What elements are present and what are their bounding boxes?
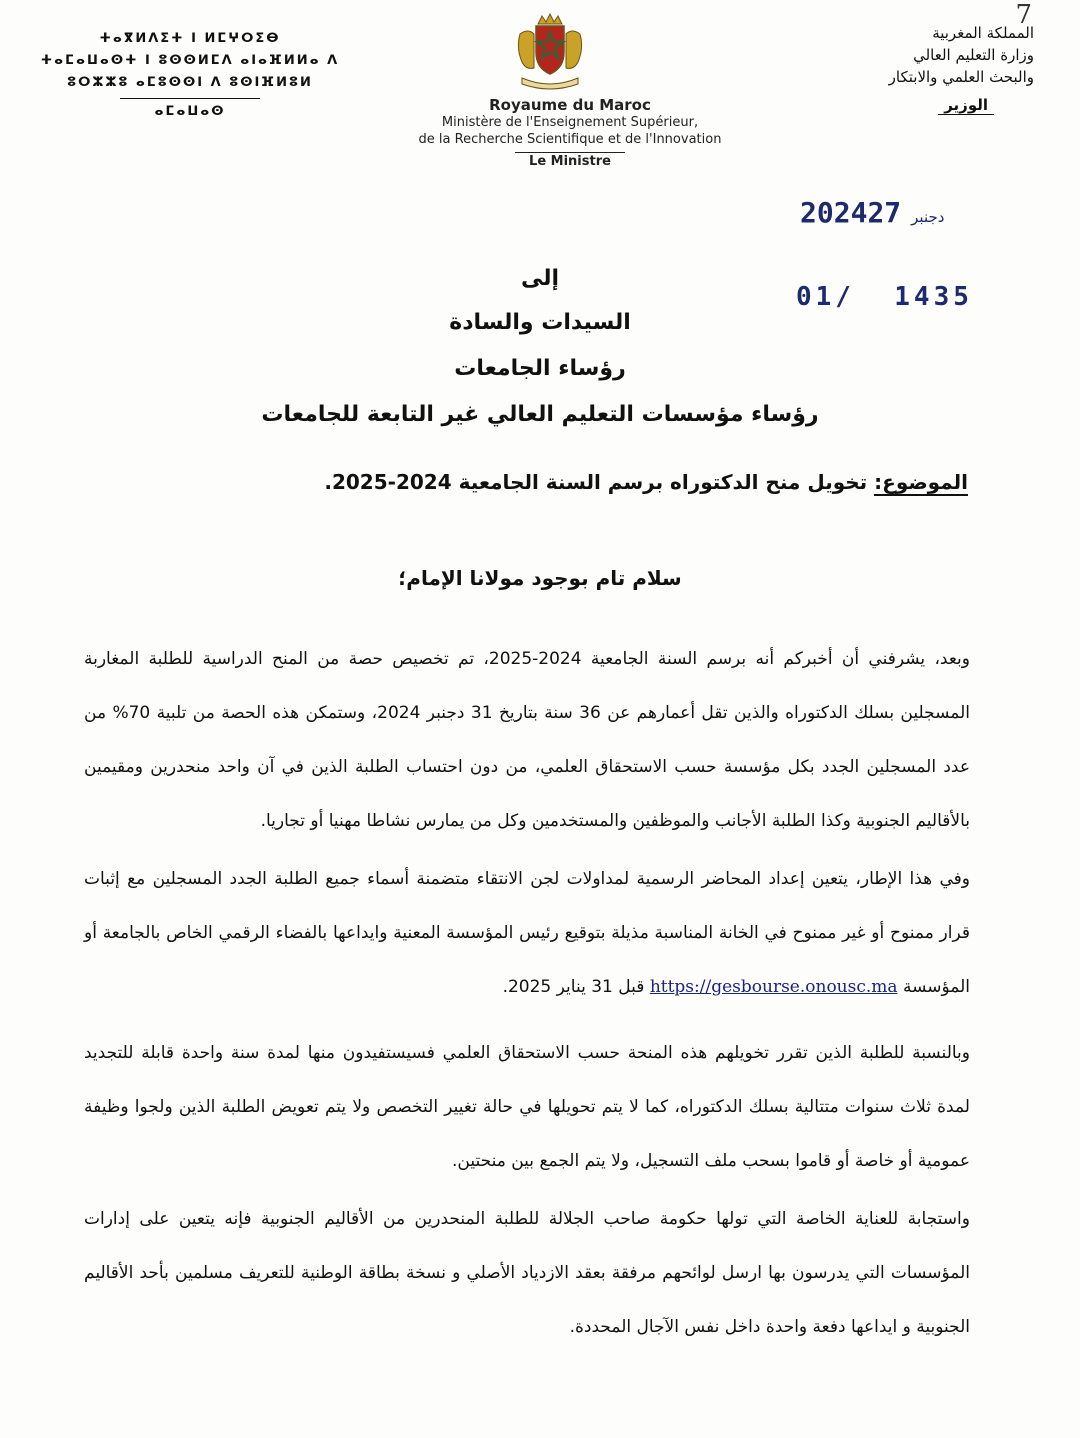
arabic-header-line: وزارة التعليم العالي [913,46,1034,64]
tifinagh-line: ⵜⴰⴳⵍⴷⵉⵜ ⵏ ⵍⵎⵖⵔⵉⴱ [99,31,281,46]
arabic-header [794,22,1034,116]
addressee-line-1: السيدات والسادة [449,310,631,335]
header-divider [120,98,260,99]
tifinagh-line: ⵜⴰⵎⴰⵡⴰⵙⵜ ⵏ ⵓⵙⵙⵍⵎⴷ ⴰⵏⴰⴼⵍⵍⴰ ⴷ [40,53,340,68]
date-month: دجنبر [911,208,945,226]
subject-text: تخويل منح الدكتوراه برسم السنة الجامعية 2024-2025. [324,470,875,494]
tifinagh-line: ⵓⵔⵣⵣⵓ ⴰⵎⵓⵙⵙⵏ ⴷ ⵓⵙⵏⴼⵍⵓⵍ [67,75,313,90]
paragraph-2-text: وفي هذا الإطار، يتعين إعداد المحاضر الرسمية لمداولات لجن الانتقاء متضمنة أسماء جميع الطلبة الجدد المسجلين مع إثبات قرار ممنوح أو غير ممنوح في الخانة المناسبة مذيلة بتوقيع رئيس المؤسسة المعنية وايداعها بالفضاء الرقمي الخاص بالجامعة أو المؤسسة [84,869,970,997]
french-ministry-line-2: de la Recherche Scientifique et de l'Innovation [418,132,722,147]
french-ministry-line-1: Ministère de l'Enseignement Supérieur, [441,115,699,130]
gesbourse-link[interactable]: https://gesbourse.onousc.ma [649,977,898,997]
french-kingdom: Royaume du Maroc [489,96,651,114]
body-paragraph-4: واستجابة للعناية الخاصة التي تولها حكومة صاحب الجلالة للطلبة المنحدرين من الأقاليم الجنوبية فإنه يتعين على إدارات المؤسسات التي يدرسون بها ارسل لوائحهم مرفقة بعقد الازدياد الأصلي و نسخة بطاقة الوطنية للتعريف مسلمين بأحد الأقاليم الجنوبية و ايداعها دفعة واحدة داخل نفس الآجال المحددة. [84,1209,970,1337]
addressee-to: إلى [520,266,560,291]
greeting: سلام تام بوجود مولانا الإمام؛ [398,566,682,590]
arabic-minister: الوزير [938,96,994,115]
tifinagh-header [40,28,340,123]
subject-label: الموضوع: [874,470,968,494]
addressee-line-2: رؤساء الجامعات [454,356,626,381]
date-day: 27 [867,196,902,229]
reference-number: 1435 [894,282,973,312]
tifinagh-minister: ⴰⵎⴰⵡⴰⵙ [154,104,226,119]
addressee-line-3: رؤساء مؤسسات التعليم العالي غير التابعة للجامعات [261,402,819,427]
date-year: 2024 [800,196,868,229]
body-paragraph-1: وبعد، يشرفني أن أخبركم أنه برسم السنة الجامعية 2024-2025، تم تخصيص حصة من المنح الدراسية للطلبة المغاربة المسجلين بسلك الدكتوراه والذين تقل أعمارهم عن 36 سنة بتاريخ 31 دجنبر 2024، وستمكن هذه الحصة من تلبية 70% من عدد المسجلين الجدد بكل مؤسسة حسب الاستحقاق العلمي، من دون احتساب الطلبة الذين في آن واحد منحدرين ومقيمين بالأقاليم الجنوبية وكذا الطلبة الأجانب والموظفين والمستخدمين وكل من يمارس نشاطا مهنيا أو تجاريا. [84,649,971,831]
page-number-mark: 7 [1015,0,1032,30]
subject-line [168,470,968,494]
royal-coat-of-arms-icon [512,12,588,94]
paragraph-2-deadline: قبل 31 يناير 2025. [502,977,650,997]
date-stamp [800,196,954,229]
arabic-header-line: المملكة المغربية [932,24,1034,42]
body-paragraph-2 [84,852,970,1014]
arabic-header-line: والبحث العلمي والابتكار [888,68,1034,86]
reference-prefix: 01/ [796,282,855,312]
french-minister: Le Ministre [515,152,625,169]
french-header [340,96,800,169]
body-paragraph-3: وبالنسبة للطلبة الذين تقرر تخويلهم هذه المنحة حسب الاستحقاق العلمي فسيستفيدون منها لمدة سنة واحدة قابلة للتجديد لمدة ثلاث سنوات متتالية بسلك الدكتوراه، كما لا يتم تحويلها في حالة تغيير التخصص ولا يتم تعويض الطلبة الذين ولجوا وظيفة عمومية أو خاصة أو قاموا بسحب ملف التسجيل، ولا يتم الجمع بين منحتين. [84,1043,970,1171]
